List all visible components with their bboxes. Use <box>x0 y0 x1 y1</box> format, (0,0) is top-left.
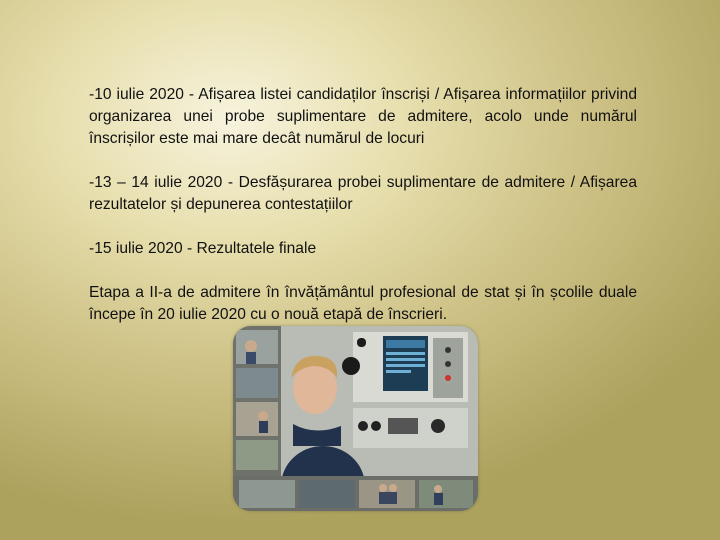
training-photo-collage <box>233 326 478 511</box>
collage-thumb-4 <box>236 440 278 470</box>
collage-thumb-2 <box>236 368 278 398</box>
second-stage-notice: Etapa a II-a de admitere în învățământul profesional de stat și în școlile duale începe în 20 iulie 2020 cu o nouă etapă de înscrieri. <box>89 284 637 323</box>
photo-illustration <box>233 326 478 511</box>
schedule-item-july-15: -15 iulie 2020 - Rezultatele finale <box>89 240 317 257</box>
schedule-item-july-13-14: -13 – 14 iulie 2020 - Desfășurarea probei suplimentare de admitere / Afișarea rezultatelor și depunerea contestațiilor <box>89 174 637 213</box>
collage-thumb-3 <box>236 402 278 436</box>
schedule-item-july-10: -10 iulie 2020 - Afișarea listei candidaților înscriși / Afișarea informațiilor privind organizarea unei probe suplimentare de admitere, acolo unde numărul înscrișilor este mai mare decât numărul de locuri <box>89 86 637 147</box>
collage-thumb-1 <box>236 330 278 364</box>
text-content <box>89 84 637 326</box>
